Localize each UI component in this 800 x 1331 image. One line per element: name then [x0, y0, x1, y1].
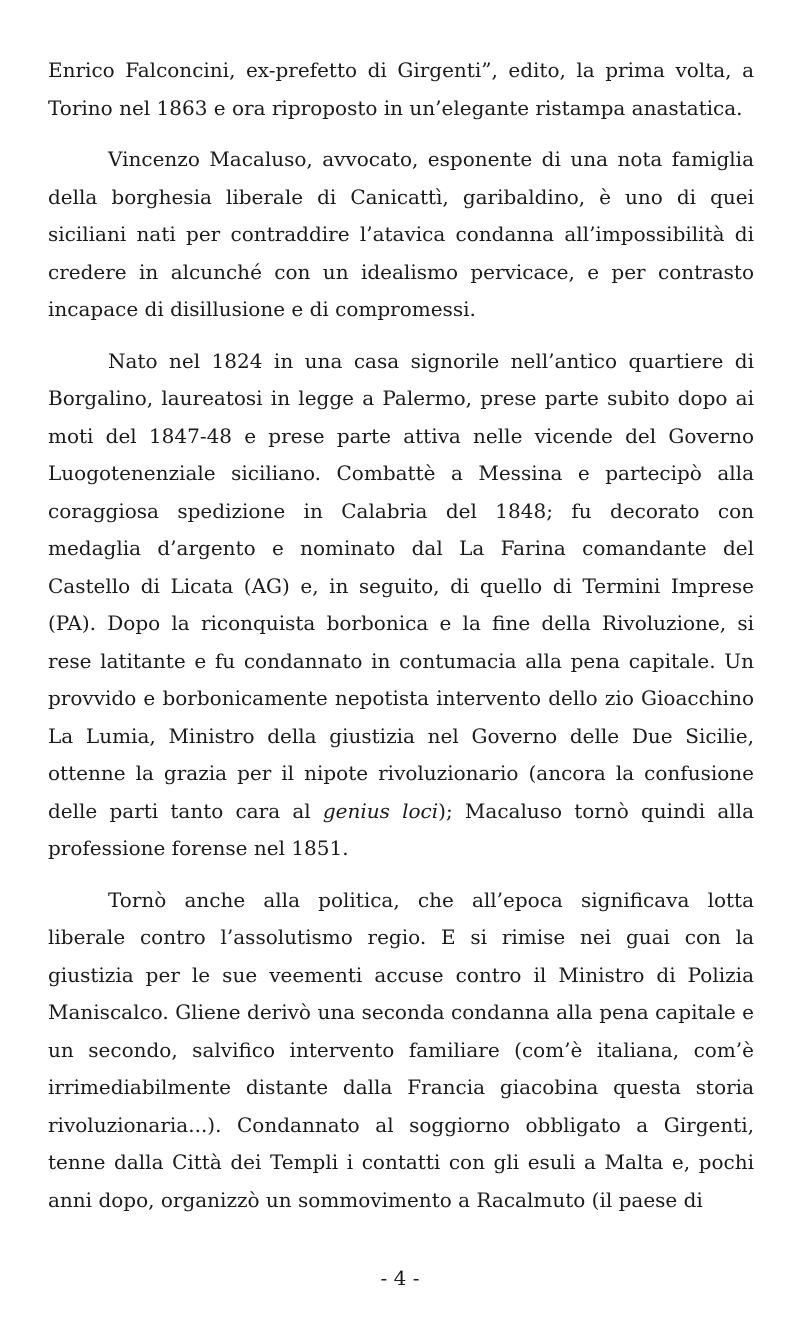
paragraph-biography	[48, 343, 754, 868]
paragraph-macaluso-intro: Vincenzo Macaluso, avvocato, esponente di una nota famiglia della borghesia liberale di Canicattì, garibaldino, è uno di quei siciliani nati per contraddire l’atavica condanna all’impossibilità di credere in alcunché con un idealismo pervicace, e per contrasto incapace di disillusione e di compromessi.	[48, 147, 754, 321]
document-page	[48, 52, 754, 1233]
biography-text-end: ); Macaluso tornò quindi alla professione forense nel 1851.	[48, 798, 755, 860]
paragraph-politics: Tornò anche alla politica, che all’epoca significava lotta liberale contro l’assolutismo regio. E si rimise nei guai con la giustizia per le sue veementi accuse contro il Ministro di Polizia Maniscalco. Gliene derivò una seconda condanna alla pena capitale e un secondo, salvifico intervento familiare (com’è italiana, com’è irrimediabilmente distante dalla Francia giacobina questa storia rivoluzionaria...). Condannato al soggiorno obbligato a Girgenti, tenne dalla Città dei Templi i contatti con gli esuli a Malta e, pochi anni dopo, organizzò un sommovimento a Racalmuto (il paese di	[48, 887, 754, 1212]
biography-text: Nato nel 1824 in una casa signorile nell’antico quartiere di Borgalino, laureatosi in legge a Palermo, prese parte subito dopo ai moti del 1847-48 e prese parte attiva nelle vicende del Governo Luogotenenziale siciliano. Combattè a Messina e partecipò alla coraggiosa spedizione in Calabria del 1848; fu decorato con medaglia d’argento e nominato dal La Farina comandante del Castello di Licata (AG) e, in seguito, di quello di Termini Imprese (PA). Dopo la riconquista borbonica e la fine della Rivoluzione, si rese latitante e fu condannato in contumacia alla pena capitale. Un provvido e borbonicamente nepotista intervento dello zio Gioacchino La Lumia, Ministro della giustizia nel Governo delle Due Sicilie, ottenne la grazia per il nipote rivoluzionario (ancora la confusione delle parti tanto cara al	[48, 348, 754, 823]
genius-loci-italic: genius loci	[322, 798, 439, 823]
page-number: - 4 -	[380, 1266, 420, 1290]
paragraph-continuation: Enrico Falconcini, ex-prefetto di Girgenti”, edito, la prima volta, a Torino nel 1863 e ora riproposto in un’elegante ristampa anastatica.	[48, 58, 754, 120]
